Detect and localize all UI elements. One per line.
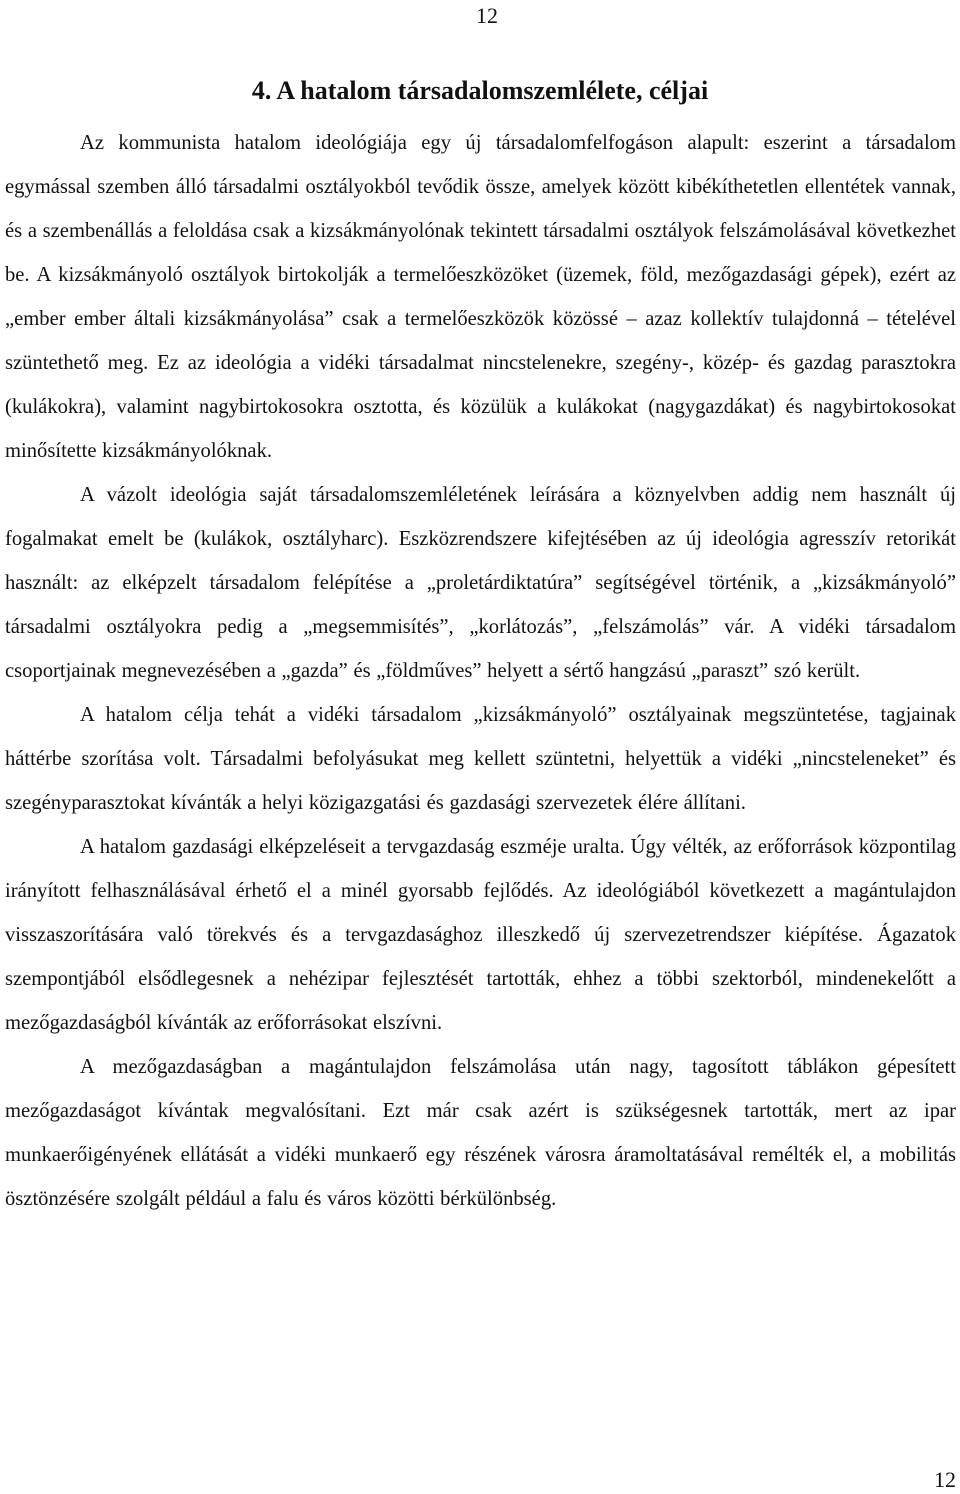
paragraph-2: A vázolt ideológia saját társadalomszemléletének leírására a köznyelvben addig nem használt új fogalmakat emelt be (kulákok, osztályharc). Eszközrendszere kifejtésében az új ideológia agresszív retorikát használt: az elképzelt társadalom felépítése a „proletárdiktatúra” segítségével történik, a „kizsákmányoló” társadalmi osztályokra pedig a „megsemmisítés”, „korlátozás”, „felszámolás” vár. A vidéki társadalom csoportjainak megnevezésében a „gazda” és „földműves” helyett a sértő hangzású „paraszt” szó került. <box>5 484 956 683</box>
paragraph-4: A hatalom gazdasági elképzeléseit a tervgazdaság eszméje uralta. Úgy vélték, az erőforrások központilag irányított felhasználásával érhető el a minél gyorsabb fejlődés. Az ideológiából következett a magántulajdon visszaszorítására való törekvés és a tervgazdasághoz illeszkedő új szervezetrendszer kiépítése. Ágazatok szempontjából elsődlegesnek a nehézipar fejlesztését tartották, ehhez a többi szektorból, mindenekelőtt a mezőgazdaságból kívánták az erőforrásokat elszívni. <box>5 836 956 1035</box>
paragraph-3: A hatalom célja tehát a vidéki társadalom „kizsákmányoló” osztályainak megszüntetése, tagjainak háttérbe szorítása volt. Társadalmi befolyásukat meg kellett szüntetni, helyettük a vidéki „nincsteleneket” és szegényparasztokat kívánták a helyi közigazgatási és gazdasági szervezetek élére állítani. <box>5 704 956 815</box>
page-number-top: 12 <box>476 3 498 28</box>
body-text <box>5 121 956 1221</box>
paragraph-1: Az kommunista hatalom ideológiája egy új társadalomfelfogáson alapult: eszerint a társadalom egymással szemben álló társadalmi osztályokból tevődik össze, amelyek között kibékíthetetlen ellentétek vannak, és a szembenállás a feloldása csak a kizsákmányolónak tekintett társadalmi osztályok felszámolásával következhet be. A kizsákmányoló osztályok birtokolják a termelőeszközöket (üzemek, föld, mezőgazdasági gépek), ezért az „ember ember általi kizsákmányolása” csak a termelőeszközök közössé – azaz kollektív tulajdonná – tételével szüntethető meg. Ez az ideológia a vidéki társadalmat nincstelenekre, szegény-, közép- és gazdag parasztokra (kulákokra), valamint nagybirtokosokra osztotta, és közülük a kulákokat (nagygazdákat) és nagybirtokosokat minősítette kizsákmányolóknak. <box>5 132 956 462</box>
paragraph-5: A mezőgazdaságban a magántulajdon felszámolása után nagy, tagosított táblákon gépesített mezőgazdaságot kívántak megvalósítani. Ezt már csak azért is szükségesnek tartották, mert az ipar munkaerőigényének ellátását a vidéki munkaerő egy részének városra áramoltatásával remélték el, a mobilitás ösztönzésére szolgált például a falu és város közötti bérkülönbség. <box>5 1056 956 1211</box>
page-number-bottom: 12 <box>934 1467 956 1492</box>
section-heading: 4. A hatalom társadalomszemlélete, céljai <box>251 76 709 105</box>
